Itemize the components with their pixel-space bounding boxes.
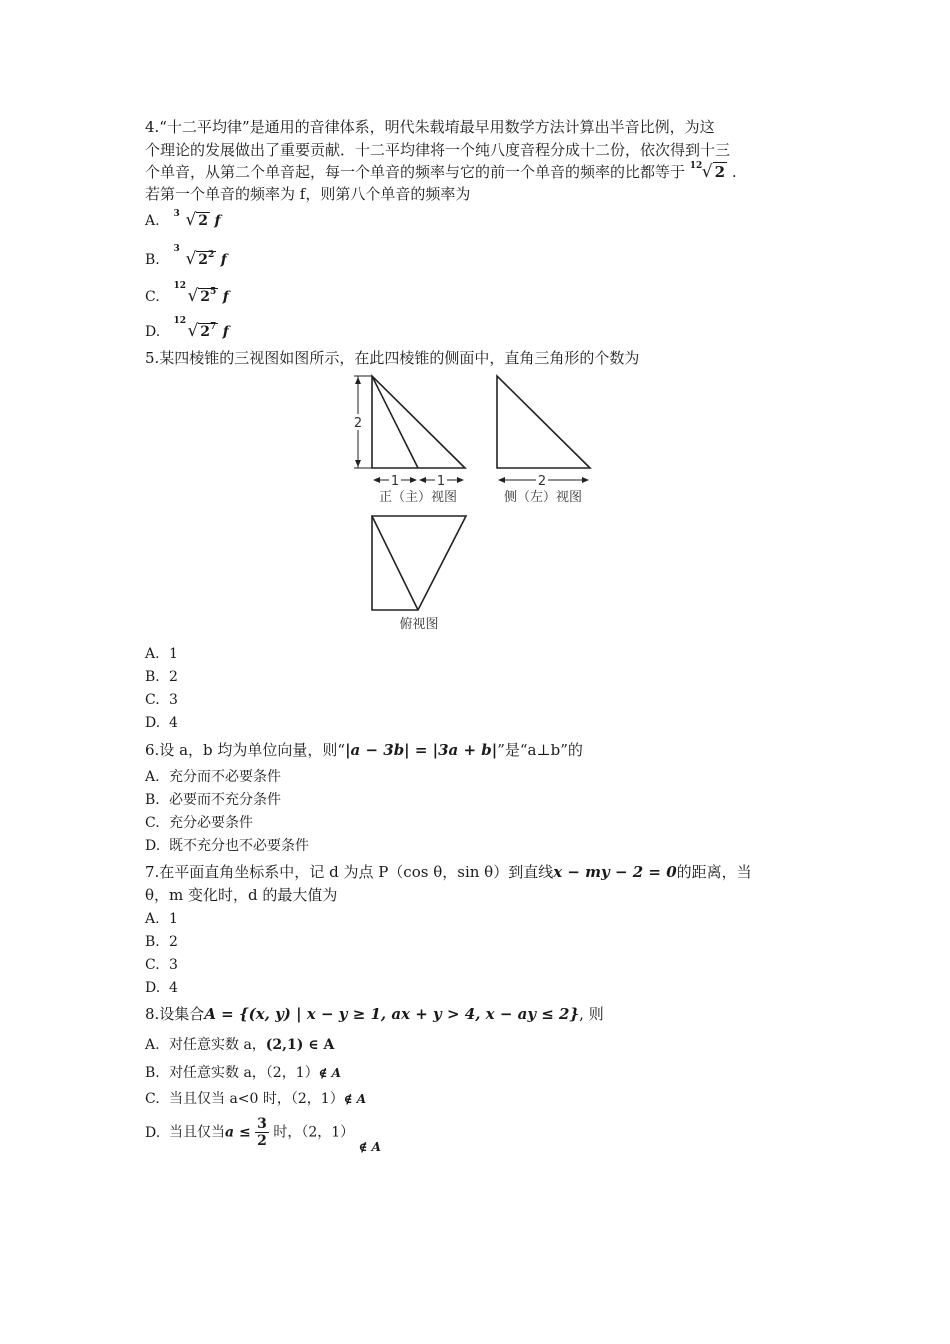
q6-option-b: [145, 790, 281, 810]
option-label: D.: [145, 1124, 161, 1141]
radical-sign-icon: √: [187, 286, 199, 306]
q6-vector-equation: |a − 3b| = |3a + b|: [345, 741, 498, 759]
fraction-numerator: 3: [257, 1116, 267, 1132]
option-label: A.: [145, 1037, 160, 1053]
option-root: [173, 210, 210, 231]
option-text: 对任意实数 a，（2，1）: [169, 1065, 319, 1081]
fraction-denominator: 2: [257, 1133, 267, 1149]
option-variable: f: [222, 324, 229, 340]
q7-stem-line2: θ，m 变化时，d 的最大值为: [145, 886, 338, 904]
root-radicand: 2: [714, 163, 726, 181]
side-view-caption: 侧（左）视图: [503, 490, 583, 505]
radical-sign-icon: √: [185, 249, 197, 269]
radical-sign-icon: √: [187, 321, 199, 341]
q8-option-d: [145, 1116, 381, 1162]
root-index: 12: [689, 161, 703, 171]
front-view-inner-edge: [372, 376, 418, 468]
q6-option-c: [145, 813, 253, 833]
root-radicand: [198, 323, 218, 340]
q6-option-d: [145, 836, 309, 856]
q4-option-d: [145, 317, 229, 342]
q4-stem-line1: 4.“十二平均律”是通用的音律体系，明代朱载堉最早用数学方法计算出半音比例，为这: [145, 118, 715, 136]
q5-option-a: [145, 644, 178, 664]
root-base: 2: [200, 324, 211, 340]
q6-stem: [145, 740, 583, 760]
option-text: 3: [169, 957, 178, 973]
q6-stem-suffix: ”是“a⊥b”的: [497, 741, 583, 759]
top-view-caption: 俯视图: [399, 617, 439, 632]
q7-option-b: [145, 932, 178, 952]
option-label: D.: [145, 838, 161, 854]
option-label: A.: [145, 911, 160, 927]
arrow-right-icon: [410, 477, 417, 483]
option-root: [173, 245, 216, 270]
q7-stem-suffix: 的距离，当: [676, 863, 752, 881]
three-view-figure: [345, 368, 605, 638]
q7-option-c: [145, 955, 178, 975]
q8-stem-prefix: 8.设集合: [145, 1005, 205, 1023]
option-label: B.: [145, 252, 160, 268]
q7-stem-line1: [145, 862, 752, 882]
root-base: 2: [200, 289, 211, 305]
front-view-caption: 正（主）视图: [378, 490, 458, 505]
top-view-diagonal: [372, 516, 418, 610]
q5-stem: 5.某四棱锥的三视图如图所示，在此四棱锥的侧面中，直角三角形的个数为: [145, 349, 640, 367]
arrow-right-icon: [582, 477, 589, 483]
q4-option-b: [145, 245, 227, 270]
side-view-triangle: [497, 376, 590, 468]
option-text: 1: [169, 911, 178, 927]
height-label: 2: [353, 416, 363, 431]
q5-option-b: [145, 667, 178, 687]
q4-option-a: [145, 210, 221, 231]
q6-stem-prefix: 6.设 a，b 均为单位向量，则“: [145, 741, 346, 759]
q7-stem-prefix: 7.在平面直角坐标系中，记 d 为点 P（cos θ，sin θ）到直线: [145, 863, 554, 881]
option-label: C.: [145, 692, 160, 708]
option-text: 既不充分也不必要条件: [169, 838, 309, 854]
arrow-down-icon: [355, 460, 361, 467]
option-text: 必要而不充分条件: [169, 792, 281, 808]
option-label: B.: [145, 934, 160, 950]
option-label: C.: [145, 1091, 160, 1107]
option-label: D.: [145, 980, 161, 996]
option-text-pre: 当且仅当: [169, 1124, 225, 1141]
root-index: 12: [173, 316, 186, 326]
root-exponent: 2: [208, 250, 215, 260]
option-text: 充分必要条件: [169, 815, 253, 831]
front-view-triangle: [372, 376, 465, 468]
option-label: B.: [145, 1065, 160, 1081]
q4-stem-line3: [145, 162, 737, 182]
arrow-left-icon: [498, 477, 505, 483]
root-index: 3: [173, 244, 180, 254]
option-text-post: 时，（2，1）: [273, 1124, 355, 1141]
front-width-label-2: 1: [436, 474, 446, 489]
q8-option-c: [145, 1089, 366, 1109]
option-variable: f: [214, 213, 221, 229]
option-label: A.: [145, 213, 160, 229]
option-text: 1: [169, 646, 178, 662]
option-text: 4: [169, 715, 178, 731]
radical-sign-icon: √: [185, 210, 197, 230]
option-math: ∉ A: [358, 1139, 381, 1154]
fraction: [255, 1116, 269, 1149]
option-text: 充分而不必要条件: [169, 769, 281, 785]
option-label: B.: [145, 669, 160, 685]
option-text: 4: [169, 980, 178, 996]
q7-line-equation: x − my − 2 = 0: [553, 863, 677, 881]
q8-option-b: [145, 1063, 341, 1083]
q7-option-a: [145, 909, 178, 929]
option-root: [173, 317, 218, 342]
root-radicand: [196, 212, 210, 229]
option-text: 当且仅当 a<0 时，（2，1）: [169, 1091, 344, 1107]
root-radicand: [198, 288, 218, 305]
q4-stem-line3-text: 个单音，从第二个单音起，每一个单音的频率与它的前一个单音的频率的比都等于: [145, 163, 686, 181]
option-root: [173, 282, 218, 307]
q8-set-definition: A = {(x, y) | x − y ≥ 1, ax + y > 4, x − ay ≤ 2}: [204, 1005, 580, 1023]
option-math: ∉ A: [343, 1092, 367, 1106]
front-width-label-1: 1: [390, 474, 400, 489]
option-label: C.: [145, 289, 160, 305]
root-exponent: 7: [210, 322, 217, 332]
root-index: 12: [173, 281, 186, 291]
q8-stem-suffix: , 则: [579, 1005, 604, 1023]
option-variable: f: [222, 289, 229, 305]
option-label: C.: [145, 815, 160, 831]
side-width-label: 2: [537, 474, 547, 489]
q7-option-d: [145, 978, 178, 998]
option-variable: f: [220, 252, 227, 268]
option-label: C.: [145, 957, 160, 973]
root-base: 2: [198, 213, 209, 229]
option-label: D.: [145, 715, 161, 731]
q8-option-a: [145, 1035, 334, 1055]
option-text: 2: [169, 669, 178, 685]
q8-stem: [145, 1004, 604, 1024]
root-exponent: 5: [210, 287, 217, 297]
option-text: 3: [169, 692, 178, 708]
top-view-outline: [372, 516, 466, 610]
arrow-right-icon: [457, 477, 464, 483]
option-math: (2,1) ∈ A: [265, 1037, 335, 1053]
root-radicand: [196, 251, 216, 268]
option-label: B.: [145, 792, 160, 808]
radical-sign-icon: √: [701, 162, 713, 182]
q4-ratio-root: [690, 162, 727, 182]
arrow-up-icon: [355, 377, 361, 384]
root-base: 2: [198, 252, 209, 268]
root-index: 3: [173, 209, 180, 219]
q6-option-a: [145, 767, 281, 787]
option-label: A.: [145, 769, 160, 785]
q4-stem-line2: 个理论的发展做出了重要贡献．十二平均律将一个纯八度音程分成十二份，依次得到十三: [145, 141, 731, 159]
option-text: 对任意实数 a，: [169, 1037, 266, 1053]
q4-stem-end: .: [731, 163, 737, 181]
option-label: D.: [145, 324, 161, 340]
option-text: 2: [169, 934, 178, 950]
q5-option-d: [145, 713, 178, 733]
q5-option-c: [145, 690, 178, 710]
option-label: A.: [145, 646, 160, 662]
option-math: ∉ A: [318, 1066, 341, 1080]
arrow-left-icon: [373, 477, 380, 483]
arrow-left-icon: [419, 477, 426, 483]
option-variable: a ≤: [225, 1124, 251, 1141]
q4-option-c: [145, 282, 229, 307]
q4-stem-line4: 若第一个单音的频率为 f，则第八个单音的频率为: [145, 185, 471, 203]
